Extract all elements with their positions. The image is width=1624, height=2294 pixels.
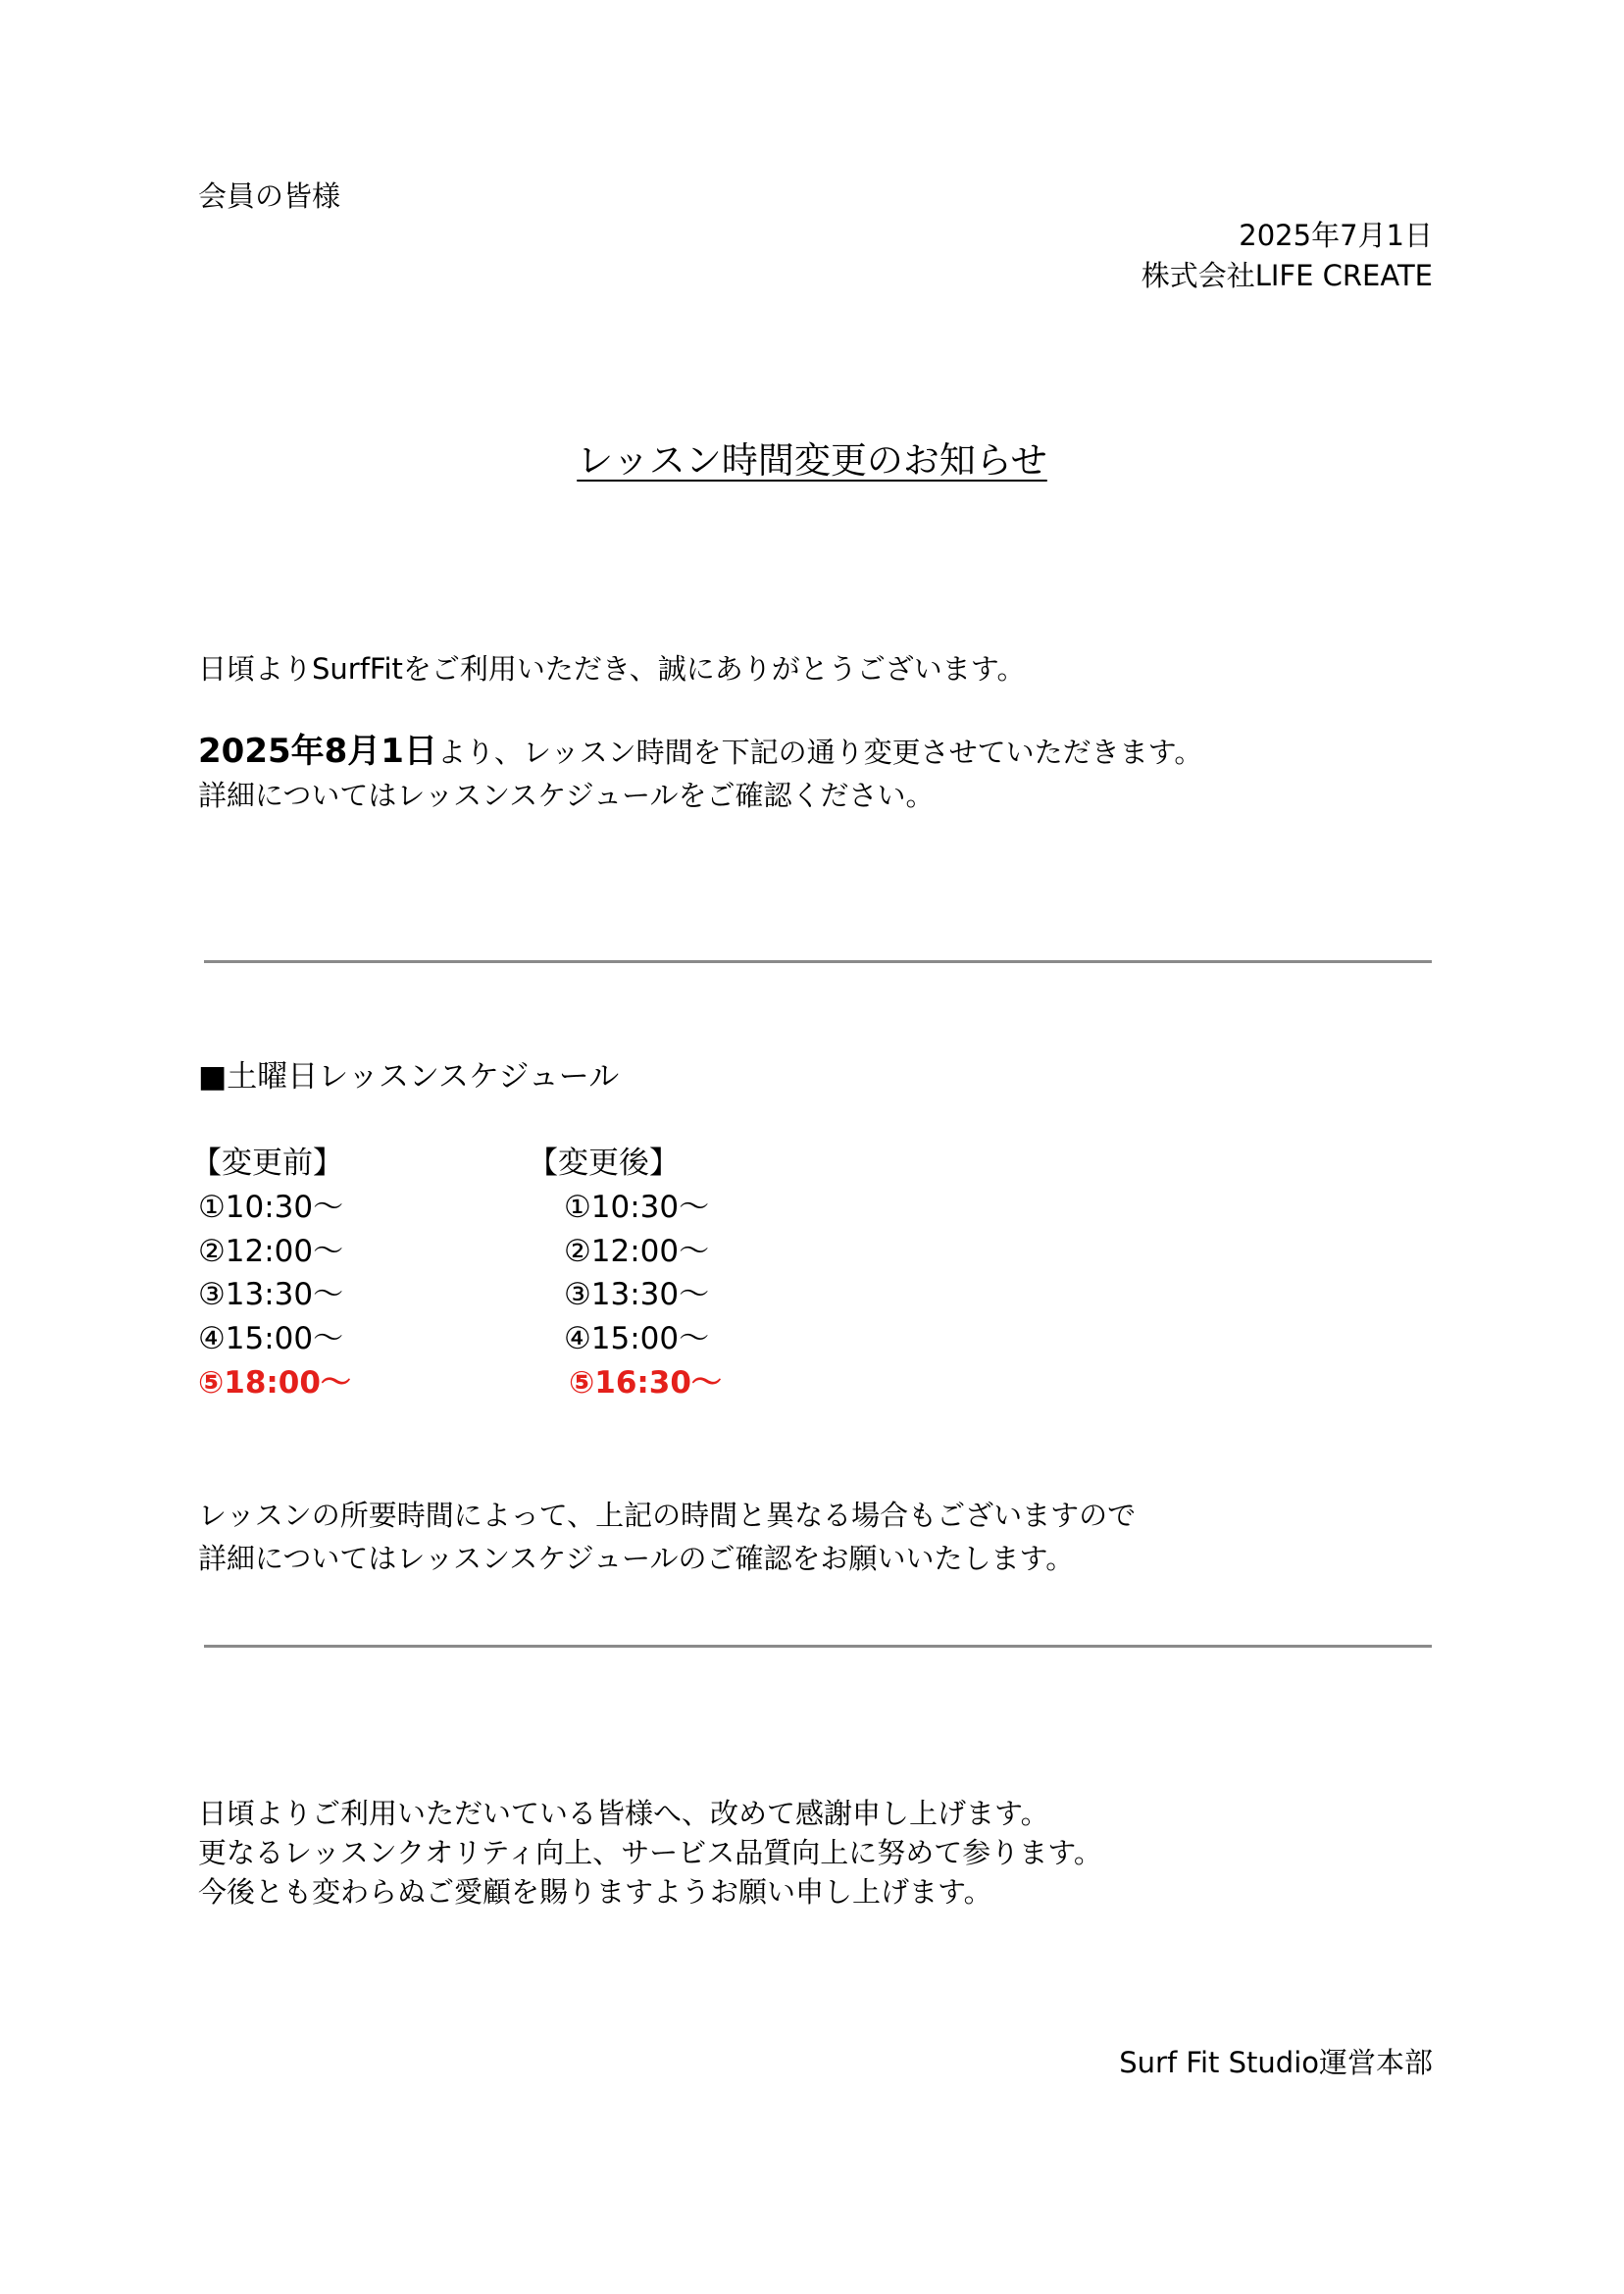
intro-change-line xyxy=(198,733,1202,771)
after-slot-1: ①10:30～ xyxy=(564,1190,710,1225)
intro-detail: 詳細についてはレッスンスケジュールをご確認ください。 xyxy=(198,779,935,812)
company-name: 株式会社LIFE CREATE xyxy=(1141,259,1433,292)
note-line-2: 詳細についてはレッスンスケジュールのご確認をお願いいたします。 xyxy=(198,1542,1075,1575)
closing-line-3: 今後とも変わらぬご愛顧を賜りますようお願い申し上げます。 xyxy=(198,1875,992,1909)
signature: Surf Fit Studio運営本部 xyxy=(1119,2046,1433,2079)
after-slot-5: ⑤16:30～ xyxy=(569,1365,722,1401)
change-date: 2025年8月1日 xyxy=(198,732,437,771)
after-label: 【変更後】 xyxy=(528,1146,680,1181)
addressee: 会員の皆様 xyxy=(198,179,341,213)
divider-top xyxy=(204,960,1432,963)
closing-line-1: 日頃よりご利用いただいている皆様へ、改めて感謝申し上げます。 xyxy=(198,1797,1049,1830)
change-text: より、レッスン時間を下記の通り変更させていただきます。 xyxy=(436,736,1203,769)
before-slot-1: ①10:30～ xyxy=(198,1190,344,1225)
after-slot-2: ②12:00～ xyxy=(564,1234,710,1269)
intro-greeting: 日頃よりSurfFitをご利用いただき、誠にありがとうございます。 xyxy=(198,652,1026,686)
before-slot-2: ②12:00～ xyxy=(198,1234,344,1269)
before-label: 【変更前】 xyxy=(191,1146,343,1181)
closing-line-2: 更なるレッスンクオリティ向上、サービス品質向上に努めて参ります。 xyxy=(198,1836,1102,1869)
note-line-1: レッスンの所要時間によって、上記の時間と異なる場合もございますので xyxy=(198,1499,1137,1532)
before-slot-4: ④15:00～ xyxy=(198,1321,344,1356)
before-slot-5: ⑤18:00～ xyxy=(198,1365,351,1401)
issue-date: 2025年7月1日 xyxy=(1239,219,1433,252)
after-slot-3: ③13:30～ xyxy=(564,1277,710,1312)
schedule-heading: ■土曜日レッスンスケジュール xyxy=(198,1059,620,1095)
after-slot-4: ④15:00～ xyxy=(564,1321,710,1356)
page-title: レッスン時間変更のお知らせ xyxy=(577,439,1047,482)
before-slot-3: ③13:30～ xyxy=(198,1277,344,1312)
divider-bottom xyxy=(204,1645,1432,1648)
